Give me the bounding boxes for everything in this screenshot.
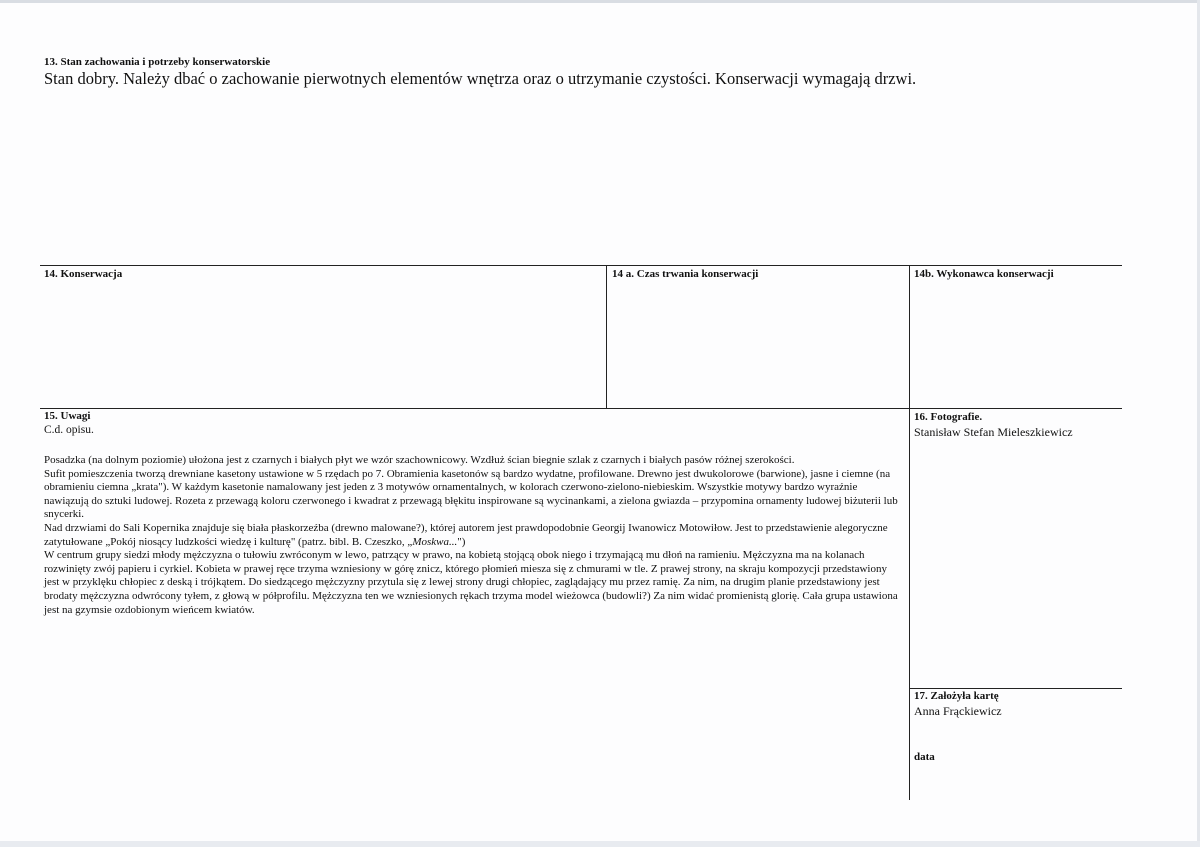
description-paragraph: Nad drzwiami do Sali Kopernika znajduje się biała płaskorzeźba (drewno malowane?), której autorem jest prawdopodobnie Georgij Iwanowicz Motowiłow. Jest to przedstawienie alegoryczne zatytułowane „Pokój niosący ludzkości wiedzę i kulturę" (patrz. bibl. B. Czeszko, „Moskwa...")	[44, 521, 888, 548]
page-edge	[0, 0, 1200, 3]
section-13-title: 13. Stan zachowania i potrzeby konserwatorskie	[44, 56, 271, 68]
section-15-subtitle: C.d. opisu.	[44, 424, 94, 436]
row-divider-17	[909, 688, 1122, 689]
page-edge	[0, 841, 1200, 847]
section-17-title: 17. Założyła kartę	[914, 690, 999, 702]
section-17-value: Anna Frąckiewicz	[914, 704, 1002, 718]
section-15-title: 15. Uwagi	[44, 410, 91, 422]
section-14-title: 14. Konserwacja	[44, 268, 123, 280]
description-paragraph: Sufit pomieszczenia tworzą drewniane kasetony ustawione w 5 rzędach po 7. Obramienia kasetonów są bardzo wydatne, profilowane. Drewno jest dwukolorowe (barwione), jasne i ciemne (na obramieniu ciemna „krata"). W każdym kasetonie namalowany jest jeden z 3 motywów ornamentalnych, w kolorach czerwono-zielono-niebieskim. Wszystkie motywy bardzo wyraźnie nawiązują do sztuki ludowej. Rozeta z przewagą koloru czerwonego i kwadrat z przewagą błękitu inspirowane są wycinankami, a zielona gwiazda – przypomina ornamenty ludowej biżuterii lub snycerki.	[44, 467, 898, 521]
description-paragraph: Posadzka (na dolnym poziomie) ułożona jest z czarnych i białych płyt we wzór szachownicowy. Wzdłuż ścian biegnie szlak z czarnych i białych pasów różnej szerokości.	[44, 454, 795, 466]
section-14a-title: 14 a. Czas trwania konserwacji	[612, 268, 759, 280]
table-top-border	[40, 265, 1122, 266]
section-16-value: Stanisław Stefan Mieleszkiewicz	[914, 425, 1073, 439]
row-divider-15	[40, 408, 1122, 409]
section-16-title: 16. Fotografie.	[914, 411, 983, 423]
section-14b-title: 14b. Wykonawca konserwacji	[914, 268, 1054, 280]
column-divider-14b	[909, 265, 910, 800]
section-15-description	[44, 454, 904, 617]
section-13-text: Stan dobry. Należy dbać o zachowanie pierwotnych elementów wnętrza oraz o utrzymanie czystości. Konserwacji wymagają drzwi.	[44, 69, 917, 88]
date-label: data	[914, 751, 935, 763]
column-divider-14a	[606, 265, 607, 409]
description-paragraph: W centrum grupy siedzi młody mężczyzna o tułowiu zwróconym w lewo, patrzący w prawo, na kobietą stojącą obok niego i trzymającą mu dłoń na ramieniu. Mężczyzna ma na kolanach rozwinięty zwój papieru i cyrkiel. Kobieta w prawej ręce trzyma wzniesiony w górę znicz, którego płomień miesza się z chmurami w tle. Z prawej strony, na skraju kompozycji przedstawiony jest w przyklęku chłopiec z deską i trójkątem. Do siedzącego mężczyzny przytula się z lewej strony drugi chłopiec, zaglądający mu przez ramię. Za nim, na drugim planie przedstawiony jest brodaty mężczyzna odwrócony tyłem, z głową w półprofilu. Mężczyzna ten we wzniesionych rękach trzyma model wieżowca (budowli?) Za nim widać promienistą glorię. Cała grupa ustawiona jest na gzymsie ozdobionym wieńcem kwiatów.	[44, 549, 898, 616]
book-title: Moskwa...	[412, 535, 458, 548]
